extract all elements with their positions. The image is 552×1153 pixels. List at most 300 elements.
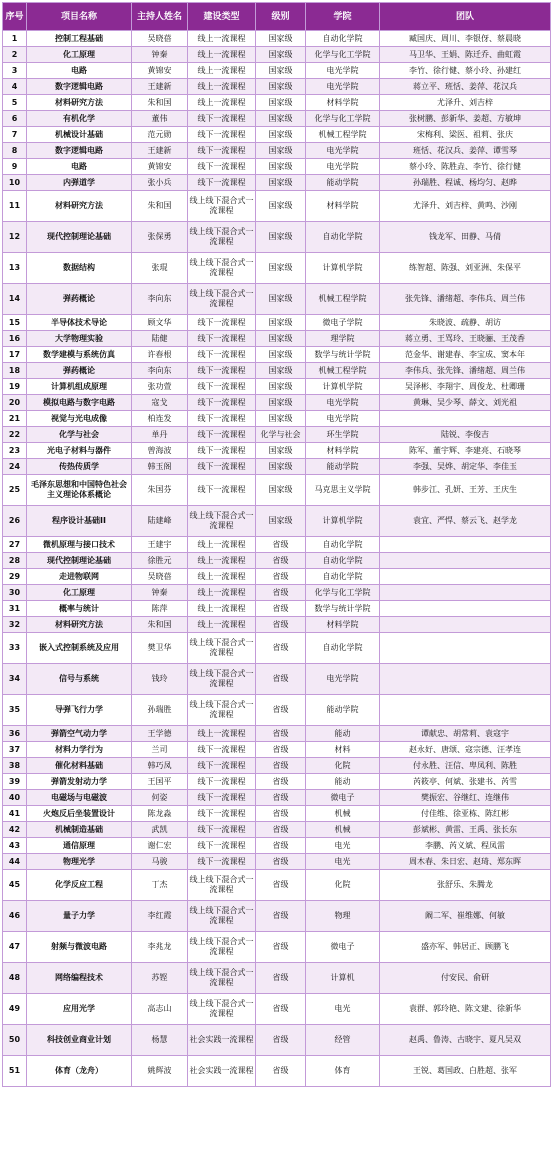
table-row xyxy=(3,838,551,854)
cell-type: 线上一流课程 xyxy=(188,31,256,47)
cell-no: 26 xyxy=(3,506,27,537)
table-row xyxy=(3,284,551,315)
cell-team: 李鹏、芮义斌、程凤雷 xyxy=(380,838,551,854)
header-team: 团队 xyxy=(380,3,551,31)
cell-college: 计算机学院 xyxy=(306,379,380,395)
cell-level: 国家级 xyxy=(256,395,306,411)
cell-host: 朱和国 xyxy=(132,95,188,111)
cell-level: 国家级 xyxy=(256,143,306,159)
cell-team: 赵永好、唐颂、寇宗德、汪孝连 xyxy=(380,742,551,758)
table-row xyxy=(3,585,551,601)
cell-team xyxy=(380,537,551,553)
cell-host: 张保勇 xyxy=(132,222,188,253)
cell-project-name: 信号与系统 xyxy=(27,664,132,695)
table-row xyxy=(3,774,551,790)
cell-host: 朱和国 xyxy=(132,191,188,222)
cell-project-name: 弹箭空气动力学 xyxy=(27,726,132,742)
cell-team: 练智超、陈强、刘亚洲、朱保平 xyxy=(380,253,551,284)
cell-host: 柏连发 xyxy=(132,411,188,427)
cell-host: 单丹 xyxy=(132,427,188,443)
cell-college: 自动化学院 xyxy=(306,633,380,664)
cell-host: 张功萱 xyxy=(132,379,188,395)
cell-no: 5 xyxy=(3,95,27,111)
cell-level: 国家级 xyxy=(256,379,306,395)
cell-project-name: 光电子材料与器件 xyxy=(27,443,132,459)
cell-level: 省级 xyxy=(256,664,306,695)
cell-no: 37 xyxy=(3,742,27,758)
cell-college: 自动化学院 xyxy=(306,31,380,47)
cell-college: 自动化学院 xyxy=(306,537,380,553)
cell-host: 姚辉波 xyxy=(132,1056,188,1087)
cell-level: 省级 xyxy=(256,790,306,806)
cell-college: 计算机学院 xyxy=(306,506,380,537)
table-row xyxy=(3,901,551,932)
cell-team: 张树鹏、彭新华、姜超、方敏坤 xyxy=(380,111,551,127)
cell-type: 线上一流课程 xyxy=(188,79,256,95)
cell-college: 能动学院 xyxy=(306,459,380,475)
cell-host: 钟秦 xyxy=(132,585,188,601)
cell-host: 陈萍 xyxy=(132,601,188,617)
cell-type: 线上一流课程 xyxy=(188,63,256,79)
cell-level: 国家级 xyxy=(256,159,306,175)
cell-project-name: 传热传质学 xyxy=(27,459,132,475)
cell-type: 线下一流课程 xyxy=(188,758,256,774)
cell-host: 吴晓蓓 xyxy=(132,31,188,47)
cell-host: 朱和国 xyxy=(132,617,188,633)
cell-host: 黄锦安 xyxy=(132,159,188,175)
cell-host: 兰司 xyxy=(132,742,188,758)
cell-host: 吴晓蓓 xyxy=(132,569,188,585)
cell-college: 电光学院 xyxy=(306,664,380,695)
cell-level: 国家级 xyxy=(256,331,306,347)
cell-project-name: 化工原理 xyxy=(27,585,132,601)
cell-level: 省级 xyxy=(256,822,306,838)
cell-college: 电光学院 xyxy=(306,395,380,411)
cell-host: 陆建峰 xyxy=(132,506,188,537)
cell-no: 27 xyxy=(3,537,27,553)
cell-project-name: 化学反应工程 xyxy=(27,870,132,901)
cell-type: 线上线下混合式一流课程 xyxy=(188,222,256,253)
cell-no: 31 xyxy=(3,601,27,617)
cell-level: 省级 xyxy=(256,726,306,742)
cell-type: 线下一流课程 xyxy=(188,331,256,347)
table-row xyxy=(3,47,551,63)
cell-no: 9 xyxy=(3,159,27,175)
cell-type: 线上线下混合式一流课程 xyxy=(188,695,256,726)
cell-no: 39 xyxy=(3,774,27,790)
cell-type: 线下一流课程 xyxy=(188,363,256,379)
table-row xyxy=(3,617,551,633)
cell-team: 朱晓波、疏静、胡访 xyxy=(380,315,551,331)
cell-project-name: 概率与统计 xyxy=(27,601,132,617)
cell-host: 黄锦安 xyxy=(132,63,188,79)
cell-level: 国家级 xyxy=(256,111,306,127)
cell-host: 苏铿 xyxy=(132,963,188,994)
cell-no: 20 xyxy=(3,395,27,411)
cell-no: 15 xyxy=(3,315,27,331)
table-row xyxy=(3,553,551,569)
cell-host: 张小兵 xyxy=(132,175,188,191)
cell-no: 3 xyxy=(3,63,27,79)
cell-team: 吴泽彬、李翔宇、周俊龙、杜卿珊 xyxy=(380,379,551,395)
cell-no: 25 xyxy=(3,475,27,506)
cell-project-name: 科技创业商业计划 xyxy=(27,1025,132,1056)
cell-no: 45 xyxy=(3,870,27,901)
table-row xyxy=(3,159,551,175)
table-row xyxy=(3,994,551,1025)
table-row xyxy=(3,315,551,331)
cell-team: 盛亦军、韩居正、顾鹏飞 xyxy=(380,932,551,963)
cell-type: 线上线下混合式一流课程 xyxy=(188,932,256,963)
cell-no: 29 xyxy=(3,569,27,585)
cell-type: 线下一流课程 xyxy=(188,475,256,506)
cell-type: 线上一流课程 xyxy=(188,617,256,633)
cell-host: 陈龙淼 xyxy=(132,806,188,822)
table-row xyxy=(3,395,551,411)
table-row xyxy=(3,633,551,664)
cell-project-name: 弹药概论 xyxy=(27,284,132,315)
course-table-container xyxy=(2,2,550,1087)
cell-no: 12 xyxy=(3,222,27,253)
cell-level: 省级 xyxy=(256,932,306,963)
cell-team: 赵禹、鲁涛、古晓宇、夏凡吴双 xyxy=(380,1025,551,1056)
cell-host: 韩巧凤 xyxy=(132,758,188,774)
table-row xyxy=(3,537,551,553)
cell-level: 国家级 xyxy=(256,175,306,191)
table-row xyxy=(3,854,551,870)
table-row xyxy=(3,63,551,79)
cell-type: 线下一流课程 xyxy=(188,443,256,459)
table-row xyxy=(3,143,551,159)
cell-team: 周木春、朱日宏、赵琦、郑东晖 xyxy=(380,854,551,870)
cell-level: 国家级 xyxy=(256,284,306,315)
header-college: 学院 xyxy=(306,3,380,31)
cell-host: 朱国芬 xyxy=(132,475,188,506)
cell-host: 丁杰 xyxy=(132,870,188,901)
cell-type: 线下一流课程 xyxy=(188,742,256,758)
cell-team: 王锐、葛国政、白胜超、张军 xyxy=(380,1056,551,1087)
cell-type: 线下一流课程 xyxy=(188,427,256,443)
cell-college: 微电子 xyxy=(306,932,380,963)
cell-host: 顾文华 xyxy=(132,315,188,331)
cell-college: 机械工程学院 xyxy=(306,127,380,143)
cell-no: 51 xyxy=(3,1056,27,1087)
cell-no: 13 xyxy=(3,253,27,284)
cell-host: 韩玉阁 xyxy=(132,459,188,475)
cell-no: 16 xyxy=(3,331,27,347)
cell-project-name: 计算机组成原理 xyxy=(27,379,132,395)
cell-team: 陆锐、李俊吉 xyxy=(380,427,551,443)
cell-team: 陈军、董宇辉、李建亮、石晓琴 xyxy=(380,443,551,459)
cell-team xyxy=(380,664,551,695)
cell-type: 线上一流课程 xyxy=(188,601,256,617)
table-body xyxy=(3,31,551,1087)
cell-project-name: 嵌入式控制系统及应用 xyxy=(27,633,132,664)
cell-level: 国家级 xyxy=(256,79,306,95)
cell-project-name: 电路 xyxy=(27,63,132,79)
cell-college: 能动 xyxy=(306,774,380,790)
cell-team: 蒋立勇、王骂玲、王晓骊、王茂香 xyxy=(380,331,551,347)
cell-host: 董伟 xyxy=(132,111,188,127)
cell-project-name: 数字逻辑电路 xyxy=(27,143,132,159)
header-project-name: 项目名称 xyxy=(27,3,132,31)
table-row xyxy=(3,253,551,284)
cell-host: 钟秦 xyxy=(132,47,188,63)
table-row xyxy=(3,963,551,994)
table-row xyxy=(3,870,551,901)
cell-project-name: 走进物联网 xyxy=(27,569,132,585)
cell-college: 自动化学院 xyxy=(306,222,380,253)
cell-college: 理学院 xyxy=(306,331,380,347)
cell-project-name: 材料力学行为 xyxy=(27,742,132,758)
cell-college: 材料学院 xyxy=(306,95,380,111)
cell-level: 国家级 xyxy=(256,95,306,111)
cell-team xyxy=(380,601,551,617)
cell-college: 计算机 xyxy=(306,963,380,994)
cell-level: 国家级 xyxy=(256,443,306,459)
cell-host: 寇戈 xyxy=(132,395,188,411)
cell-host: 马骏 xyxy=(132,854,188,870)
cell-college: 化学与化工学院 xyxy=(306,47,380,63)
header-host: 主持人姓名 xyxy=(132,3,188,31)
cell-host: 李向东 xyxy=(132,284,188,315)
cell-type: 线上一流课程 xyxy=(188,553,256,569)
cell-no: 41 xyxy=(3,806,27,822)
cell-team: 袁宜、严悍、蔡云飞、赵学龙 xyxy=(380,506,551,537)
cell-no: 8 xyxy=(3,143,27,159)
cell-type: 线上线下混合式一流课程 xyxy=(188,963,256,994)
cell-team: 张先锋、潘绪超、李伟兵、周兰伟 xyxy=(380,284,551,315)
cell-college: 微电子学院 xyxy=(306,315,380,331)
table-row xyxy=(3,506,551,537)
cell-project-name: 微机原理与接口技术 xyxy=(27,537,132,553)
cell-project-name: 弹药概论 xyxy=(27,363,132,379)
cell-no: 4 xyxy=(3,79,27,95)
cell-college: 机械 xyxy=(306,806,380,822)
cell-college: 机械工程学院 xyxy=(306,284,380,315)
cell-project-name: 大学物理实验 xyxy=(27,331,132,347)
cell-type: 线上一流课程 xyxy=(188,47,256,63)
cell-team: 范金华、谢建春、李宝成、窦本年 xyxy=(380,347,551,363)
cell-type: 线下一流课程 xyxy=(188,315,256,331)
cell-team: 孙瑞胜、程诚、杨均匀、赵晔 xyxy=(380,175,551,191)
cell-team: 付佳维、徐亚栋、陈红彬 xyxy=(380,806,551,822)
cell-level: 国家级 xyxy=(256,31,306,47)
cell-college: 材料 xyxy=(306,742,380,758)
cell-team: 张舒乐、朱腾龙 xyxy=(380,870,551,901)
cell-type: 线上线下混合式一流课程 xyxy=(188,994,256,1025)
table-row xyxy=(3,601,551,617)
cell-host: 王建新 xyxy=(132,143,188,159)
cell-team: 黄琳、吴少琴、薛文、刘光祖 xyxy=(380,395,551,411)
cell-college: 材料学院 xyxy=(306,443,380,459)
cell-level: 国家级 xyxy=(256,347,306,363)
cell-project-name: 数字逻辑电路 xyxy=(27,79,132,95)
table-row xyxy=(3,95,551,111)
cell-type: 线上线下混合式一流课程 xyxy=(188,633,256,664)
cell-team: 蔡小玲、陈胜垚、李竹、徐行健 xyxy=(380,159,551,175)
cell-college: 电光学院 xyxy=(306,79,380,95)
cell-team: 付永胜、汪信、卑凤利、陈胜 xyxy=(380,758,551,774)
cell-project-name: 化工原理 xyxy=(27,47,132,63)
table-row xyxy=(3,726,551,742)
table-row xyxy=(3,459,551,475)
cell-college: 电光学院 xyxy=(306,159,380,175)
cell-college: 微电子 xyxy=(306,790,380,806)
cell-project-name: 程序设计基础II xyxy=(27,506,132,537)
cell-project-name: 体育（龙舟） xyxy=(27,1056,132,1087)
cell-project-name: 电磁场与电磁波 xyxy=(27,790,132,806)
cell-team: 尤泽升、刘吉梓 xyxy=(380,95,551,111)
cell-project-name: 火炮反后坐装置设计 xyxy=(27,806,132,822)
table-row xyxy=(3,806,551,822)
cell-level: 省级 xyxy=(256,870,306,901)
cell-college: 数学与统计学院 xyxy=(306,601,380,617)
cell-type: 线下一流课程 xyxy=(188,395,256,411)
cell-type: 线上线下混合式一流课程 xyxy=(188,253,256,284)
cell-level: 省级 xyxy=(256,1056,306,1087)
cell-project-name: 机械设计基础 xyxy=(27,127,132,143)
table-row xyxy=(3,347,551,363)
cell-level: 国家级 xyxy=(256,63,306,79)
cell-college: 电光 xyxy=(306,854,380,870)
cell-type: 线上一流课程 xyxy=(188,585,256,601)
cell-type: 社会实践一流课程 xyxy=(188,1056,256,1087)
cell-type: 线下一流课程 xyxy=(188,379,256,395)
cell-college: 电光学院 xyxy=(306,411,380,427)
table-row xyxy=(3,1025,551,1056)
cell-team: 臧国庆、周川、李银伢、蔡晨晓 xyxy=(380,31,551,47)
cell-project-name: 物理光学 xyxy=(27,854,132,870)
cell-host: 王建新 xyxy=(132,79,188,95)
cell-project-name: 有机化学 xyxy=(27,111,132,127)
cell-type: 线下一流课程 xyxy=(188,806,256,822)
cell-no: 18 xyxy=(3,363,27,379)
cell-college: 体育 xyxy=(306,1056,380,1087)
table-row xyxy=(3,822,551,838)
cell-no: 1 xyxy=(3,31,27,47)
cell-college: 能动学院 xyxy=(306,175,380,191)
cell-college: 电光 xyxy=(306,994,380,1025)
table-row xyxy=(3,475,551,506)
cell-host: 武凯 xyxy=(132,822,188,838)
cell-college: 机械工程学院 xyxy=(306,363,380,379)
cell-college: 化院 xyxy=(306,870,380,901)
cell-project-name: 数据结构 xyxy=(27,253,132,284)
table-row xyxy=(3,443,551,459)
cell-level: 国家级 xyxy=(256,127,306,143)
cell-no: 14 xyxy=(3,284,27,315)
cell-type: 线下一流课程 xyxy=(188,822,256,838)
header-type: 建设类型 xyxy=(188,3,256,31)
cell-college: 材料学院 xyxy=(306,191,380,222)
table-row xyxy=(3,427,551,443)
course-table xyxy=(2,2,551,1087)
cell-type: 线下一流课程 xyxy=(188,854,256,870)
cell-college: 化学与化工学院 xyxy=(306,585,380,601)
cell-college: 化学与化工学院 xyxy=(306,111,380,127)
table-row xyxy=(3,111,551,127)
cell-no: 43 xyxy=(3,838,27,854)
cell-host: 孙瑞胜 xyxy=(132,695,188,726)
cell-project-name: 电路 xyxy=(27,159,132,175)
cell-project-name: 现代控制理论基础 xyxy=(27,222,132,253)
cell-level: 国家级 xyxy=(256,253,306,284)
cell-level: 省级 xyxy=(256,1025,306,1056)
cell-no: 49 xyxy=(3,994,27,1025)
cell-team: 宋梅利、梁医、祖莉、张庆 xyxy=(380,127,551,143)
cell-no: 30 xyxy=(3,585,27,601)
cell-level: 省级 xyxy=(256,633,306,664)
cell-team: 谭献忠、胡常莉、袁寇宇 xyxy=(380,726,551,742)
cell-host: 谢仁宏 xyxy=(132,838,188,854)
table-row xyxy=(3,379,551,395)
cell-no: 47 xyxy=(3,932,27,963)
cell-host: 樊卫华 xyxy=(132,633,188,664)
table-row xyxy=(3,31,551,47)
cell-host: 曾海波 xyxy=(132,443,188,459)
cell-team xyxy=(380,633,551,664)
cell-team xyxy=(380,617,551,633)
cell-no: 42 xyxy=(3,822,27,838)
cell-type: 线上一流课程 xyxy=(188,95,256,111)
cell-no: 21 xyxy=(3,411,27,427)
cell-no: 22 xyxy=(3,427,27,443)
cell-project-name: 材料研究方法 xyxy=(27,191,132,222)
cell-college: 经管 xyxy=(306,1025,380,1056)
cell-team: 付安民、俞研 xyxy=(380,963,551,994)
cell-level: 省级 xyxy=(256,806,306,822)
cell-project-name: 催化材料基础 xyxy=(27,758,132,774)
cell-project-name: 内弹道学 xyxy=(27,175,132,191)
cell-project-name: 导弹飞行力学 xyxy=(27,695,132,726)
cell-host: 徐胜元 xyxy=(132,553,188,569)
cell-level: 省级 xyxy=(256,742,306,758)
cell-project-name: 应用光学 xyxy=(27,994,132,1025)
cell-level: 省级 xyxy=(256,901,306,932)
cell-host: 钱玲 xyxy=(132,664,188,695)
cell-team: 尤泽升、刘吉梓、黄鸣、沙刚 xyxy=(380,191,551,222)
cell-host: 张琨 xyxy=(132,253,188,284)
cell-college: 电光学院 xyxy=(306,63,380,79)
cell-host: 李向东 xyxy=(132,363,188,379)
cell-level: 省级 xyxy=(256,758,306,774)
cell-project-name: 材料研究方法 xyxy=(27,617,132,633)
cell-college: 材料学院 xyxy=(306,617,380,633)
cell-no: 11 xyxy=(3,191,27,222)
cell-type: 线下一流课程 xyxy=(188,774,256,790)
cell-host: 李兆龙 xyxy=(132,932,188,963)
cell-level: 省级 xyxy=(256,994,306,1025)
cell-type: 线下一流课程 xyxy=(188,175,256,191)
cell-team: 李伟兵、张先锋、潘绪超、周兰伟 xyxy=(380,363,551,379)
table-row xyxy=(3,569,551,585)
cell-level: 省级 xyxy=(256,569,306,585)
cell-project-name: 化学与社会 xyxy=(27,427,132,443)
cell-level: 省级 xyxy=(256,537,306,553)
table-row xyxy=(3,1056,551,1087)
cell-no: 50 xyxy=(3,1025,27,1056)
cell-level: 省级 xyxy=(256,617,306,633)
cell-team: 袁群、郭玲艳、陈文建、徐新华 xyxy=(380,994,551,1025)
cell-team xyxy=(380,411,551,427)
cell-team: 李竹、徐行健、蔡小玲、孙建红 xyxy=(380,63,551,79)
cell-project-name: 视觉与光电成像 xyxy=(27,411,132,427)
cell-level: 省级 xyxy=(256,838,306,854)
cell-team: 樊振宏、谷继红、连继伟 xyxy=(380,790,551,806)
cell-no: 17 xyxy=(3,347,27,363)
cell-team: 芮筱亭、何斌、张建书、芮雪 xyxy=(380,774,551,790)
